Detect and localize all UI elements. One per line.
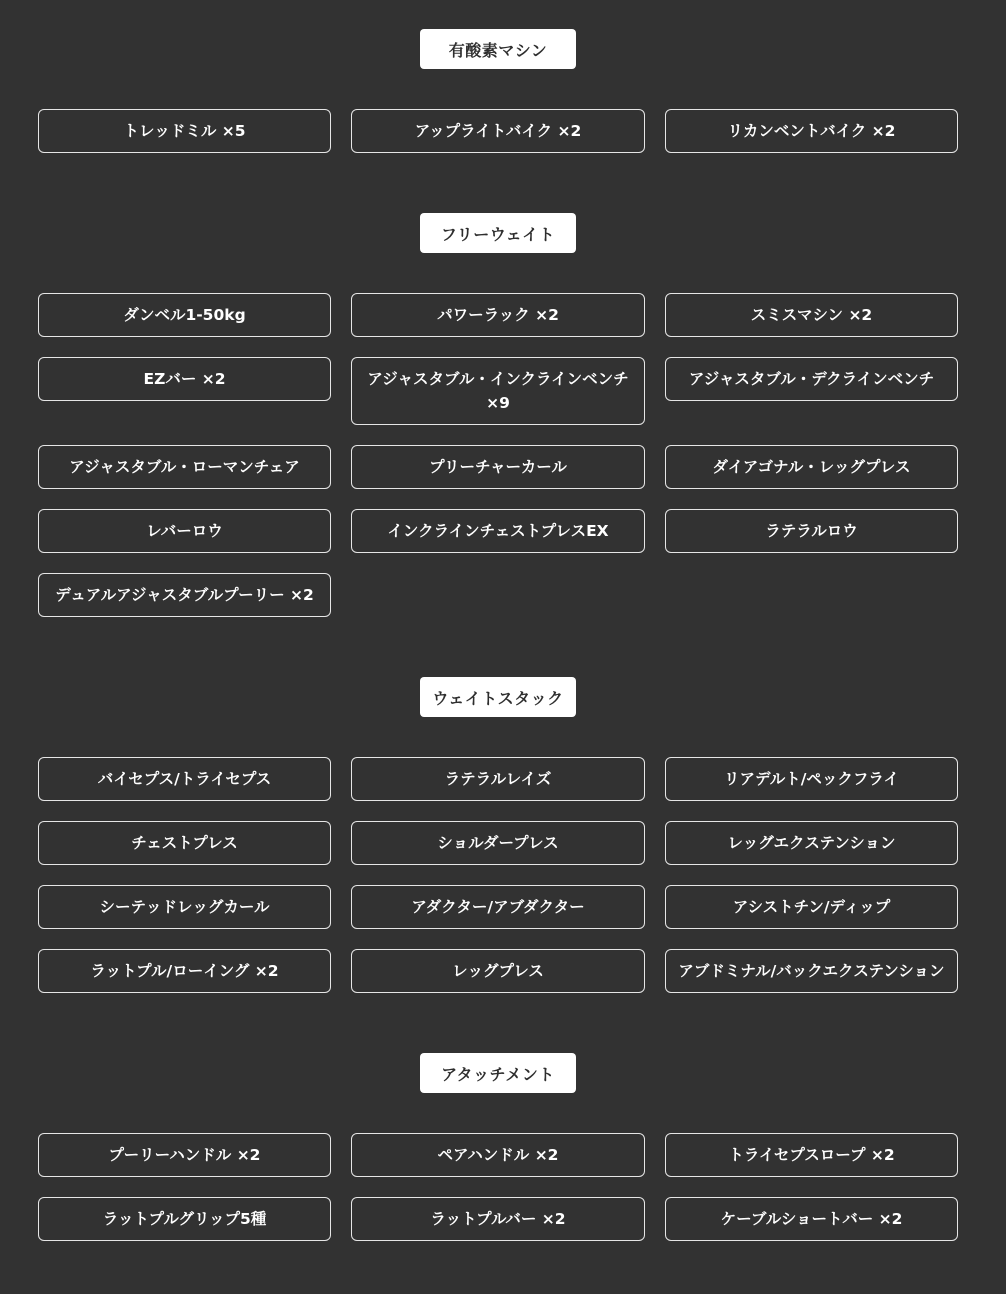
equipment-item: デュアルアジャスタブルプーリー ×2 — [38, 573, 331, 617]
equipment-item: アップライトバイク ×2 — [351, 109, 645, 153]
section-title-cardio: 有酸素マシン — [420, 29, 576, 69]
equipment-item: ケーブルショートバー ×2 — [665, 1197, 958, 1241]
equipment-item: パワーラック ×2 — [351, 293, 645, 337]
equipment-item: リカンベントバイク ×2 — [665, 109, 958, 153]
equipment-item: アジャスタブル・インクラインベンチ ×9 — [351, 357, 645, 425]
equipment-item: バイセプス/トライセプス — [38, 757, 331, 801]
equipment-item: ペアハンドル ×2 — [351, 1133, 645, 1177]
equipment-item: レッグプレス — [351, 949, 645, 993]
equipment-item: インクラインチェストプレスEX — [351, 509, 645, 553]
equipment-item: ラテラルロウ — [665, 509, 958, 553]
equipment-item: ダンベル1-50kg — [38, 293, 331, 337]
equipment-item: プリーチャーカール — [351, 445, 645, 489]
equipment-item: レッグエクステンション — [665, 821, 958, 865]
section-title-free-weight: フリーウェイト — [420, 213, 576, 253]
section-title-attachment: アタッチメント — [420, 1053, 576, 1093]
equipment-item: ラットプル/ローイング ×2 — [38, 949, 331, 993]
equipment-item: シーテッドレッグカール — [38, 885, 331, 929]
equipment-item: プーリーハンドル ×2 — [38, 1133, 331, 1177]
equipment-item: トレッドミル ×5 — [38, 109, 331, 153]
equipment-item: アダクター/アブダクター — [351, 885, 645, 929]
equipment-item: EZバー ×2 — [38, 357, 331, 401]
equipment-item: トライセプスロープ ×2 — [665, 1133, 958, 1177]
equipment-item: アジャスタブル・デクラインベンチ — [665, 357, 958, 401]
equipment-item: ダイアゴナル・レッグプレス — [665, 445, 958, 489]
equipment-item: レバーロウ — [38, 509, 331, 553]
equipment-item: アジャスタブル・ローマンチェア — [38, 445, 331, 489]
equipment-item: ラットプルバー ×2 — [351, 1197, 645, 1241]
equipment-item: アシストチン/ディップ — [665, 885, 958, 929]
equipment-item: ラットプルグリップ5種 — [38, 1197, 331, 1241]
equipment-item: ショルダープレス — [351, 821, 645, 865]
equipment-item: スミスマシン ×2 — [665, 293, 958, 337]
equipment-item: アブドミナル/バックエクステンション — [665, 949, 958, 993]
equipment-item: チェストプレス — [38, 821, 331, 865]
equipment-item: ラテラルレイズ — [351, 757, 645, 801]
equipment-item: リアデルト/ペックフライ — [665, 757, 958, 801]
section-title-weight-stack: ウェイトスタック — [420, 677, 576, 717]
